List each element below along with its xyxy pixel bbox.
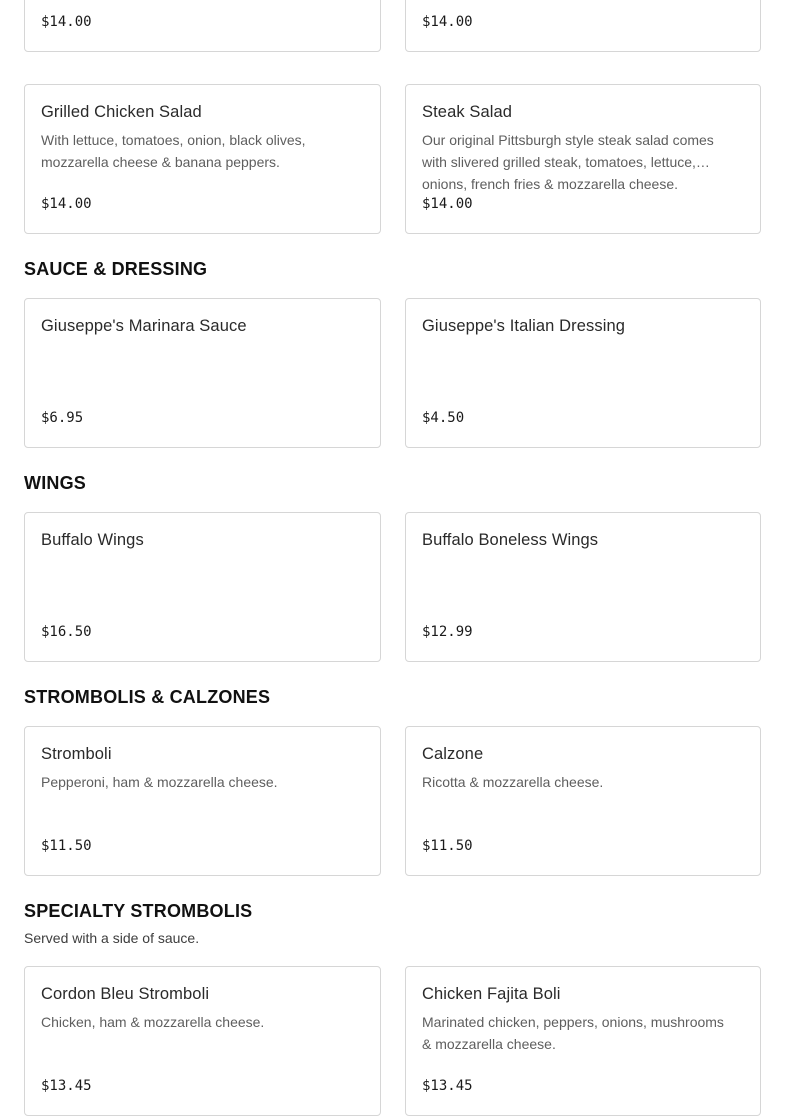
item-name: Giuseppe's Italian Dressing — [422, 317, 626, 335]
item-price: $14.00 — [422, 14, 473, 30]
item-price: $12.99 — [422, 624, 473, 640]
item-price: $14.00 — [41, 14, 92, 30]
item-description: Our original Pittsburgh style steak salad comes with slivered grilled steak, tomatoes, lettuce, onions, french fries & mozzarella cheese. — [422, 132, 714, 192]
menu-item-buffalo-boneless-wings[interactable] — [405, 512, 761, 662]
item-price: $13.45 — [422, 1078, 473, 1094]
menu-item-grilled-chicken-salad[interactable] — [24, 84, 381, 234]
item-name: Chicken Fajita Boli — [422, 985, 561, 1003]
section-title-strombolis-calzones: STROMBOLIS & CALZONES — [24, 687, 271, 707]
menu-item-stromboli[interactable] — [24, 726, 381, 876]
menu-item-card[interactable] — [24, 0, 381, 52]
item-description: Chicken, ham & mozzarella cheese. — [41, 1014, 265, 1030]
item-name: Grilled Chicken Salad — [41, 103, 202, 121]
item-price: $16.50 — [41, 624, 92, 640]
item-description: Marinated chicken, peppers, onions, mushrooms & mozzarella cheese. — [422, 1014, 724, 1052]
item-description: Ricotta & mozzarella cheese. — [422, 774, 604, 790]
item-name: Cordon Bleu Stromboli — [41, 985, 210, 1003]
item-price: $11.50 — [41, 838, 92, 854]
menu-item-marinara-sauce[interactable] — [24, 298, 381, 448]
menu-item-calzone[interactable] — [405, 726, 761, 876]
item-name: Calzone — [422, 745, 484, 763]
item-name: Steak Salad — [422, 103, 513, 121]
section-subtitle: Served with a side of sauce. — [24, 930, 200, 946]
item-name: Buffalo Wings — [41, 531, 144, 549]
menu-item-chicken-fajita-boli[interactable] — [405, 966, 761, 1116]
menu-item-cordon-bleu-stromboli[interactable] — [24, 966, 381, 1116]
item-name: Giuseppe's Marinara Sauce — [41, 317, 247, 335]
item-name: Stromboli — [41, 745, 112, 763]
item-price: $14.00 — [41, 196, 92, 212]
section-title-wings: WINGS — [24, 473, 86, 493]
item-description: Pepperoni, ham & mozzarella cheese. — [41, 774, 278, 790]
item-price: $11.50 — [422, 838, 473, 854]
section-title-specialty-strombolis: SPECIALTY STROMBOLIS — [24, 901, 253, 921]
item-price: $13.45 — [41, 1078, 92, 1094]
item-price: $6.95 — [41, 410, 84, 426]
menu-item-steak-salad[interactable] — [405, 84, 761, 234]
item-name: Buffalo Boneless Wings — [422, 531, 599, 549]
menu-item-card[interactable] — [405, 0, 761, 52]
item-price: $14.00 — [422, 196, 473, 212]
section-title-sauce-dressing: SAUCE & DRESSING — [24, 259, 208, 279]
item-price: $4.50 — [422, 410, 465, 426]
menu-item-italian-dressing[interactable] — [405, 298, 761, 448]
item-description: With lettuce, tomatoes, onion, black olives, mozzarella cheese & banana peppers. — [41, 132, 306, 170]
menu-item-buffalo-wings[interactable] — [24, 512, 381, 662]
